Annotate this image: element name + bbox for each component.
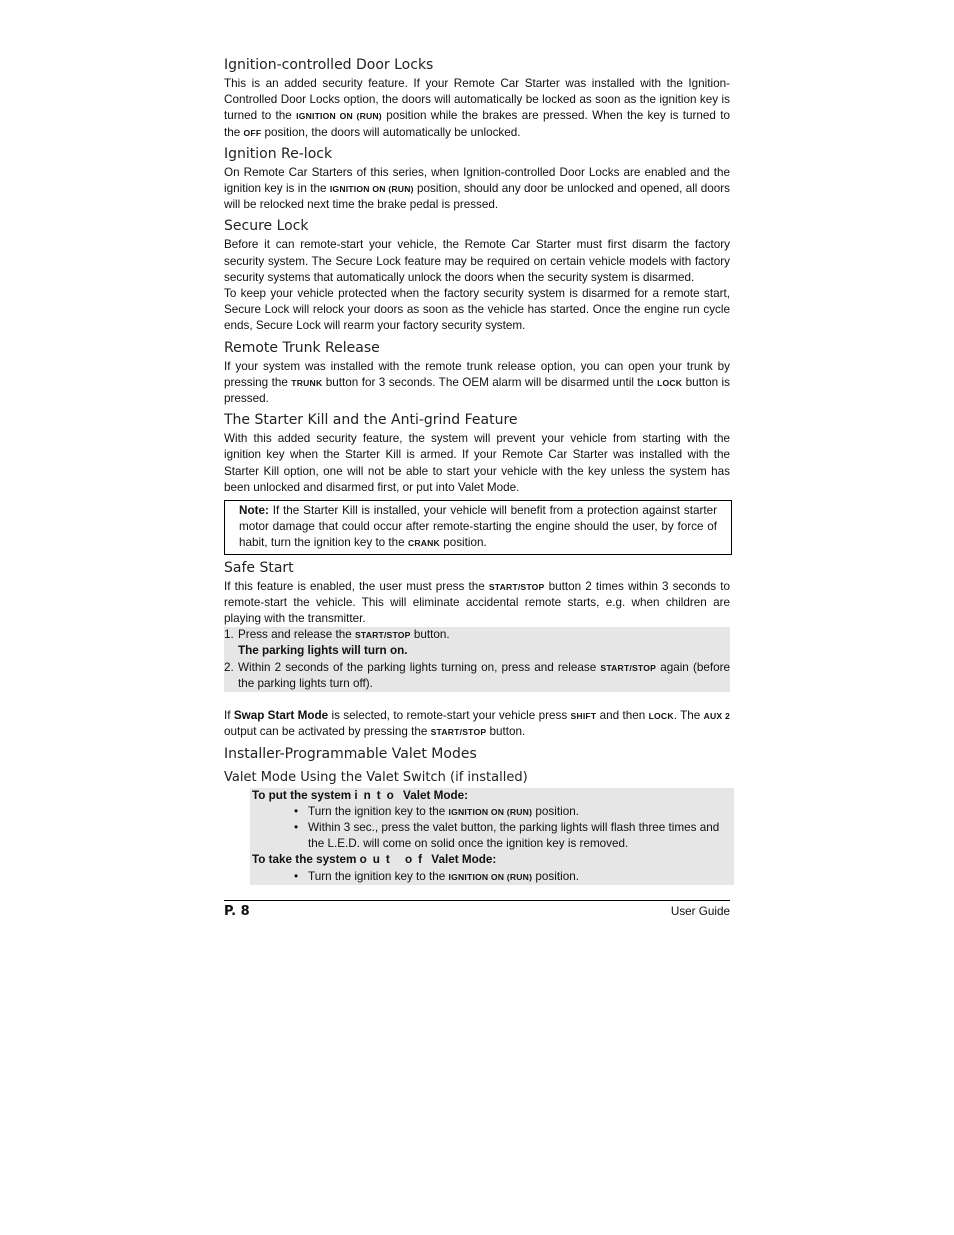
footer-guide-label: User Guide [670, 905, 730, 918]
step-1-result: The parking lights will turn on. [238, 644, 408, 658]
heading-safe-start: Safe Start [224, 559, 294, 576]
heading-door-locks: Ignition-controlled Door Locks [224, 57, 434, 73]
paragraph-secure-lock-2: To keep your vehicle protected when the factory security system is disarmed for a remote start, Secure Lock will relock your doors as soon as the vehicle has started. Once the engine run cycle ends, Secure Lock will rearm your factory security system. [224, 287, 730, 333]
valet-into-list [252, 804, 734, 853]
heading-trunk: Remote Trunk Release [224, 339, 380, 356]
valet-out-heading: To take the system out of Valet Mode: [252, 853, 497, 867]
note-text: Note: If the Starter Kill is installed, your vehicle will benefit from a protection against starter motor damage that could occur after remote-starting the engine should the user, by force of habit, turn the ignition key to the CRANK position. [239, 504, 717, 550]
note-box [224, 500, 732, 555]
valet-into-heading: To put the system into Valet Mode: [252, 788, 469, 802]
paragraph-secure-lock-1: Before it can remote-start your vehicle, the Remote Car Starter must first disarm the factory security system. The Secure Lock feature may be required on certain vehicle models with factory security systems that automatically unlock the doors when the security system is disarmed. [224, 238, 730, 284]
list-item: • Turn the ignition key to the IGNITION ON (RUN) position. [294, 869, 579, 883]
heading-secure-lock: Secure Lock [224, 218, 309, 235]
subheading-valet-switch: Valet Mode Using the Valet Switch (if installed) [224, 769, 528, 785]
safe-start-steps [224, 627, 730, 692]
paragraph-trunk: If your system was installed with the remote trunk release option, you can open your trunk by pressing the TRUNK button for 3 seconds. The OEM alarm will be disarmed until the LOCK button is pressed. [224, 359, 731, 406]
heading-valet-modes: Installer-Programmable Valet Modes [224, 745, 477, 762]
list-item: • Within 3 sec., press the valet button, the parking lights will flash three times and the L.E.D. will come on solid once the ignition key is removed. [294, 820, 720, 851]
paragraph-door-locks: This is an added security feature. If your Remote Car Starter was installed with the Ignition-Controlled Door Locks option, the doors will automatically be locked as soon as the ignition key is turned to the IGNITION ON (RUN) position while the brakes are pressed. When the key is turned to the OFF position, the doors will automatically be unlocked. [224, 77, 730, 139]
step-2: 2. Within 2 seconds of the parking lights turning on, press and release START/STOP again (before the parking lights turn off). [224, 660, 730, 690]
paragraph-swap-start: If Swap Start Mode is selected, to remote-start your vehicle press SHIFT and then LOCK. The AUX 2 output can be activated by pressing the START/STOP button. [224, 709, 730, 739]
paragraph-relock: On Remote Car Starters of this series, when Ignition-controlled Door Locks are enabled and the ignition key is in the IGNITION ON (RUN) position, should any door be unlocked and opened, all doors will be relocked next time the brake pedal is pressed. [224, 165, 731, 212]
heading-starter-kill: The Starter Kill and the Anti-grind Feature [224, 412, 518, 429]
page-footer [224, 900, 730, 919]
heading-relock: Ignition Re-lock [224, 145, 333, 162]
valet-out-list [252, 869, 734, 885]
step-1: 1. Press and release the START/STOP button. The parking lights will turn on. [224, 628, 450, 658]
page-number: P. 8 [224, 904, 250, 919]
list-item: • Turn the ignition key to the IGNITION ON (RUN) position. [294, 804, 579, 818]
manual-page [224, 56, 730, 885]
valet-instructions [250, 788, 734, 885]
paragraph-starter-kill: With this added security feature, the system will prevent your vehicle from starting with the ignition key when the Starter Kill is armed. If your Remote Car Starter was installed with the Starter Kill option, one will not be able to start your vehicle with the key unless the system has been unlocked and disarmed first, or put into Valet Mode. [224, 432, 730, 494]
paragraph-safe-start: If this feature is enabled, the user must press the START/STOP button 2 times within 3 seconds to remote-start the vehicle. This will eliminate accidental remote starts, e.g. when children are playing with the transmitter. [224, 579, 731, 626]
